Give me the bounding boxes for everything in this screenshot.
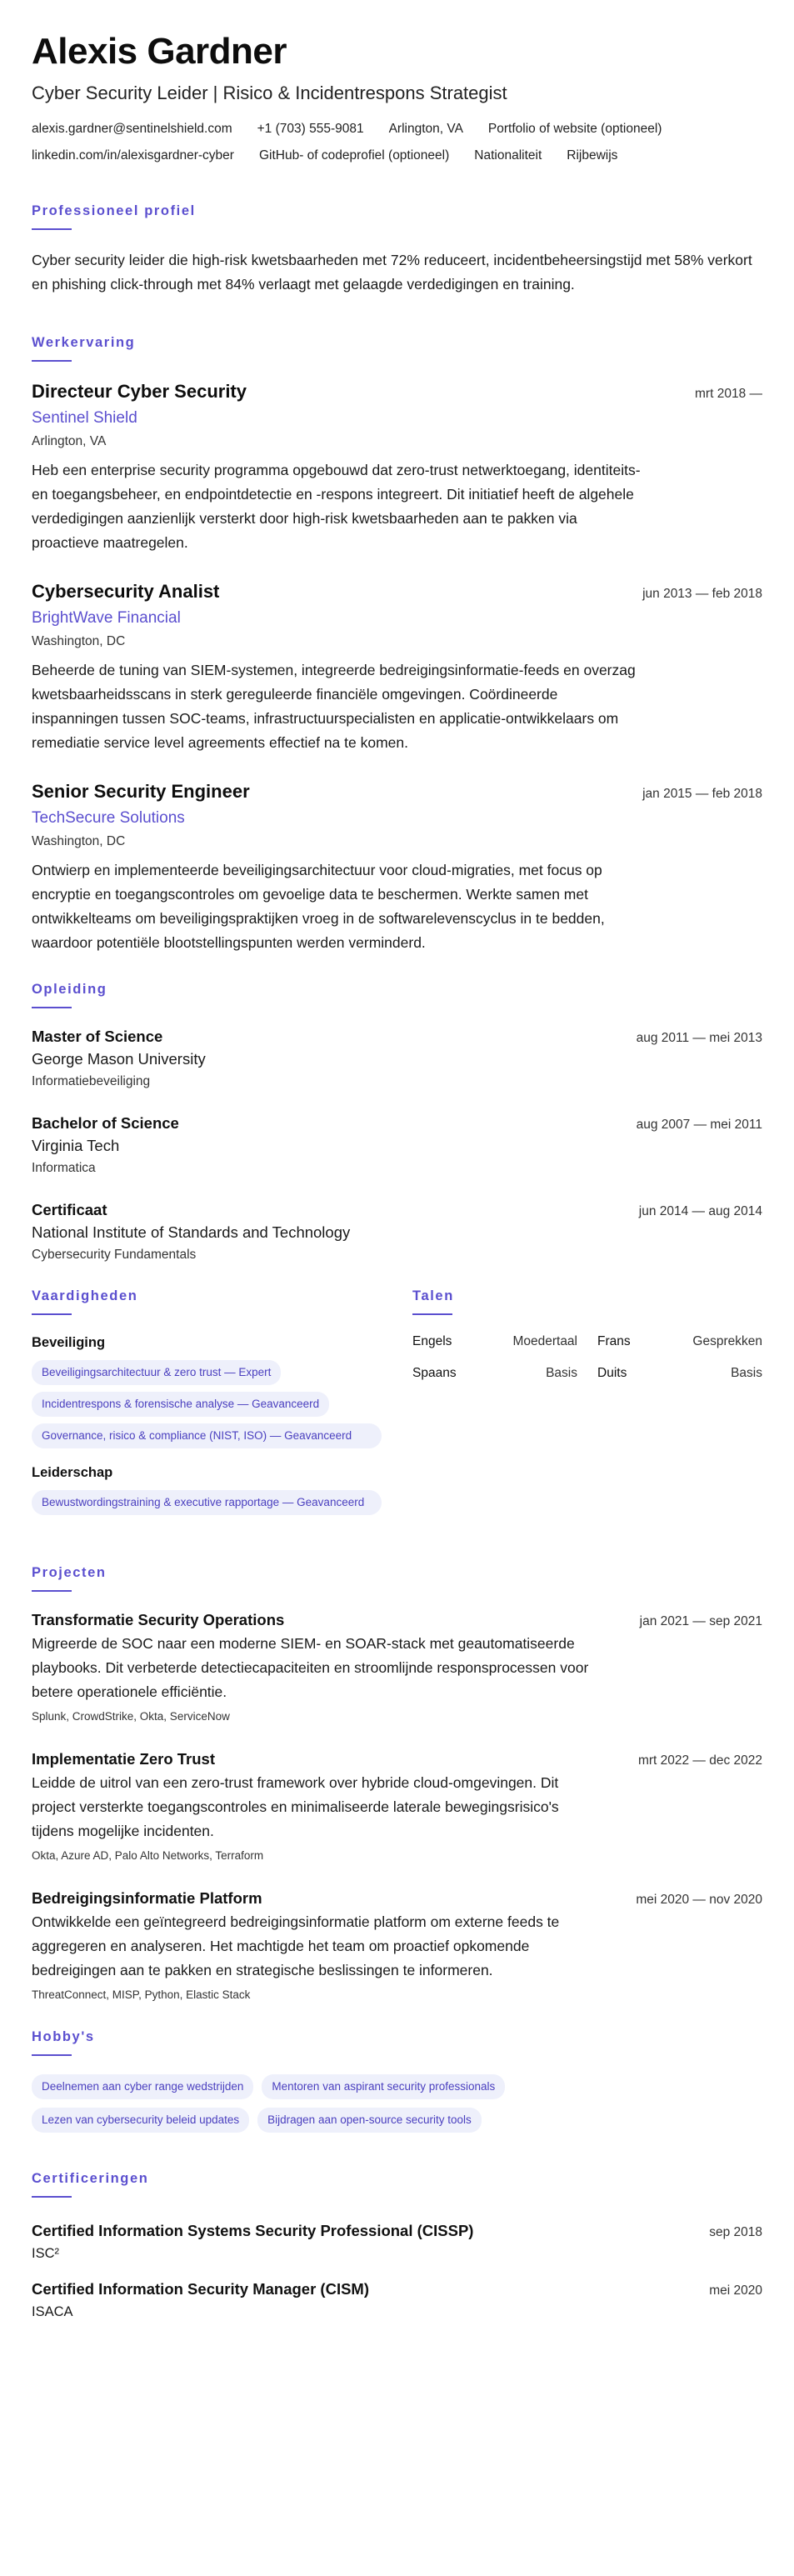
language-name: Frans bbox=[597, 1334, 631, 1348]
job-location: Arlington, VA bbox=[32, 434, 107, 448]
skill-group bbox=[32, 1333, 382, 1448]
project-entry bbox=[32, 1888, 762, 2003]
certification-name: Certified Information Security Manager (CISM) bbox=[32, 2280, 369, 2298]
section-divider bbox=[32, 2196, 72, 2198]
languages-section bbox=[412, 1287, 762, 1530]
profile-summary: Cyber security leider die high-risk kwetsbaarheden met 72% reduceert, incidentbeheersingstijd met 58% verkort en phishing click-through met 84% verlaagt met gelaagde verdedigingen en training. bbox=[32, 252, 752, 293]
certification-entry bbox=[32, 2221, 762, 2263]
section-title: Werkervaring bbox=[32, 335, 136, 350]
project-description: Leidde de uitrol van een zero-trust framework over hybride cloud-omgevingen. Dit project versterkte toegangscontroles en minimaliseerde laterale bewegingsrisico's tijdens mogelijke incidenten. bbox=[32, 1774, 559, 1839]
job-entry bbox=[32, 580, 762, 755]
language-name: Engels bbox=[412, 1334, 452, 1348]
project-entry bbox=[32, 1749, 762, 1863]
job-company: TechSecure Solutions bbox=[32, 809, 185, 827]
job-title: Directeur Cyber Security bbox=[32, 381, 247, 402]
contact-list bbox=[32, 120, 765, 165]
project-description: Migreerde de SOC naar een moderne SIEM- en SOAR-stack met geautomatiseerde playbooks. Dit verbeterde detectiecapaciteiten en stroomlijnde responsprocessen voor betere operationele efficiëntie. bbox=[32, 1635, 589, 1700]
section-divider bbox=[32, 360, 72, 362]
hobby-list bbox=[32, 2074, 615, 2133]
education-date: aug 2011 — mei 2013 bbox=[636, 1031, 762, 1045]
language-level: Moedertaal bbox=[512, 1334, 577, 1348]
section-divider bbox=[32, 1313, 72, 1315]
job-description: Beheerde de tuning van SIEM-systemen, integreerde bedreigingsinformatie-feeds en overzag kwetsbaarheidsscans in sterk gereguleerde financiële omgevingen. Coördineerde inspanningen tussen SOC-teams, infrastructuurspecialisten en applicatie-ontwikkelaars om remediatie service level agreements effectief na te komen. bbox=[32, 662, 636, 751]
education-school: George Mason University bbox=[32, 1050, 206, 1068]
skill-chip: Incidentrespons & forensische analyse — Geavanceerd bbox=[32, 1392, 329, 1417]
project-date: jan 2021 — sep 2021 bbox=[639, 1614, 762, 1628]
profile-section bbox=[32, 202, 762, 297]
project-title: Implementatie Zero Trust bbox=[32, 1750, 215, 1768]
certification-issuer: ISC² bbox=[32, 2246, 59, 2261]
job-description: Heb een enterprise security programma opgebouwd dat zero-trust netwerktoegang, identiteits- en toegangsbeheer, en endpointdetectie en -respons integreert. Dit initiatief heeft de algehele verdedigingen aanzienlijk versterkt door high-risk kwetsbaarheden aan te pakken via proactieve maatregelen. bbox=[32, 462, 641, 551]
job-location: Washington, DC bbox=[32, 634, 126, 648]
language-item bbox=[412, 1365, 577, 1382]
section-title: Talen bbox=[412, 1288, 454, 1303]
education-entry bbox=[32, 1200, 762, 1263]
contact-phone[interactable]: +1 (703) 555-9081 bbox=[257, 122, 364, 136]
language-level: Basis bbox=[731, 1366, 762, 1380]
hobby-chip: Mentoren van aspirant security professionals bbox=[262, 2074, 505, 2099]
skill-group bbox=[32, 1463, 382, 1515]
project-tech: Okta, Azure AD, Palo Alto Networks, Terraform bbox=[32, 1849, 264, 1862]
section-title: Hobby's bbox=[32, 2029, 95, 2044]
hobbies-section bbox=[32, 2028, 762, 2133]
education-degree: Bachelor of Science bbox=[32, 1114, 179, 1132]
job-date: mrt 2018 — bbox=[695, 387, 762, 401]
contact-email[interactable]: alexis.gardner@sentinelshield.com bbox=[32, 122, 232, 136]
language-item bbox=[597, 1333, 762, 1350]
certification-date: mei 2020 bbox=[709, 2283, 762, 2298]
project-description: Ontwikkelde een geïntegreerd bedreigingsinformatie platform om externe feeds te aggregeren en analyseren. Het machtigde het team om proactief opkomende bedreigingen aan te pakken en strategische beslissingen te informeren. bbox=[32, 1913, 560, 1978]
contact-nationality: Nationaliteit bbox=[474, 148, 542, 163]
skills-section bbox=[32, 1287, 382, 1530]
certification-name: Certified Information Systems Security Professional (CISSP) bbox=[32, 2222, 474, 2239]
language-item bbox=[412, 1333, 577, 1350]
language-item bbox=[597, 1365, 762, 1382]
section-title: Opleiding bbox=[32, 982, 107, 997]
certification-date: sep 2018 bbox=[709, 2225, 762, 2239]
education-degree: Master of Science bbox=[32, 1028, 163, 1045]
section-divider bbox=[412, 1313, 452, 1315]
project-title: Bedreigingsinformatie Platform bbox=[32, 1889, 262, 1907]
section-title: Certificeringen bbox=[32, 2171, 149, 2186]
certifications-section bbox=[32, 2169, 762, 2321]
hobby-chip: Bijdragen aan open-source security tools bbox=[257, 2108, 482, 2133]
education-field: Informatiebeveiliging bbox=[32, 1074, 151, 1088]
job-entry bbox=[32, 780, 762, 955]
project-entry bbox=[32, 1610, 762, 1724]
job-entry bbox=[32, 380, 762, 555]
language-level: Basis bbox=[546, 1366, 577, 1380]
job-company: BrightWave Financial bbox=[32, 609, 181, 627]
experience-section bbox=[32, 333, 762, 955]
education-section bbox=[32, 980, 762, 1263]
language-name: Spaans bbox=[412, 1366, 457, 1380]
contact-location: Arlington, VA bbox=[388, 122, 463, 136]
section-divider bbox=[32, 1590, 72, 1592]
education-entry bbox=[32, 1113, 762, 1177]
skill-chip: Beveiligingsarchitectuur & zero trust — Expert bbox=[32, 1360, 281, 1385]
education-entry bbox=[32, 1027, 762, 1090]
section-title: Projecten bbox=[32, 1565, 107, 1580]
certification-entry bbox=[32, 2279, 762, 2321]
job-date: jan 2015 — feb 2018 bbox=[642, 787, 762, 801]
project-title: Transformatie Security Operations bbox=[32, 1611, 285, 1628]
education-field: Cybersecurity Fundamentals bbox=[32, 1248, 197, 1262]
skill-group-title: Leiderschap bbox=[32, 1465, 113, 1480]
language-name: Duits bbox=[597, 1366, 627, 1380]
projects-section bbox=[32, 1563, 762, 2003]
contact-linkedin[interactable]: linkedin.com/in/alexisgardner-cyber bbox=[32, 148, 234, 163]
section-title: Professioneel profiel bbox=[32, 203, 196, 218]
candidate-name: Alexis Gardner bbox=[32, 31, 287, 72]
skills-languages-row bbox=[32, 1287, 762, 1530]
certification-issuer: ISACA bbox=[32, 2304, 73, 2319]
education-field: Informatica bbox=[32, 1161, 96, 1175]
education-date: aug 2007 — mei 2011 bbox=[636, 1118, 762, 1132]
project-tech: Splunk, CrowdStrike, Okta, ServiceNow bbox=[32, 1710, 230, 1723]
job-title: Cybersecurity Analist bbox=[32, 581, 220, 602]
skill-group-title: Beveiliging bbox=[32, 1335, 106, 1350]
contact-github[interactable]: GitHub- of codeprofiel (optioneel) bbox=[258, 148, 450, 163]
job-title: Senior Security Engineer bbox=[32, 781, 250, 802]
hobby-chip: Lezen van cybersecurity beleid updates bbox=[32, 2108, 249, 2133]
project-date: mei 2020 — nov 2020 bbox=[636, 1893, 762, 1907]
job-date: jun 2013 — feb 2018 bbox=[642, 587, 762, 601]
candidate-subtitle: Cyber Security Leider | Risico & Incidentrespons Strategist bbox=[32, 83, 507, 103]
education-school: Virginia Tech bbox=[32, 1137, 120, 1154]
contact-drivers-license: Rijbewijs bbox=[567, 148, 618, 163]
project-date: mrt 2022 — dec 2022 bbox=[637, 1753, 762, 1768]
education-school: National Institute of Standards and Technology bbox=[32, 1223, 351, 1241]
contact-portfolio[interactable]: Portfolio of website (optioneel) bbox=[487, 122, 662, 136]
resume-header bbox=[32, 32, 762, 165]
language-list bbox=[412, 1333, 762, 1382]
section-divider bbox=[32, 228, 72, 230]
section-divider bbox=[32, 2054, 72, 2056]
language-level: Gesprekken bbox=[692, 1334, 762, 1348]
skill-chip: Bewustwordingstraining & executive rapportage — Geavanceerd bbox=[32, 1490, 382, 1515]
section-divider bbox=[32, 1007, 72, 1008]
job-company: Sentinel Shield bbox=[32, 409, 137, 427]
project-tech: ThreatConnect, MISP, Python, Elastic Stack bbox=[32, 1988, 251, 2001]
education-degree: Certificaat bbox=[32, 1201, 107, 1218]
hobby-chip: Deelnemen aan cyber range wedstrijden bbox=[32, 2074, 253, 2099]
job-location: Washington, DC bbox=[32, 834, 126, 848]
job-description: Ontwierp en implementeerde beveiligingsarchitectuur voor cloud-migraties, met focus op encryptie en toegangscontroles om gevoelige data te beschermen. Werkte samen met ontwikkelteams om beveiligingspraktijken vroeg in de softwarelevenscyclus in te bedden, waardoor potentiële blootstellingspunten werden verminderd. bbox=[32, 862, 605, 951]
skill-chip: Governance, risico & compliance (NIST, ISO) — Geavanceerd bbox=[32, 1423, 382, 1448]
section-title: Vaardigheden bbox=[32, 1288, 138, 1303]
education-date: jun 2014 — aug 2014 bbox=[638, 1204, 762, 1218]
